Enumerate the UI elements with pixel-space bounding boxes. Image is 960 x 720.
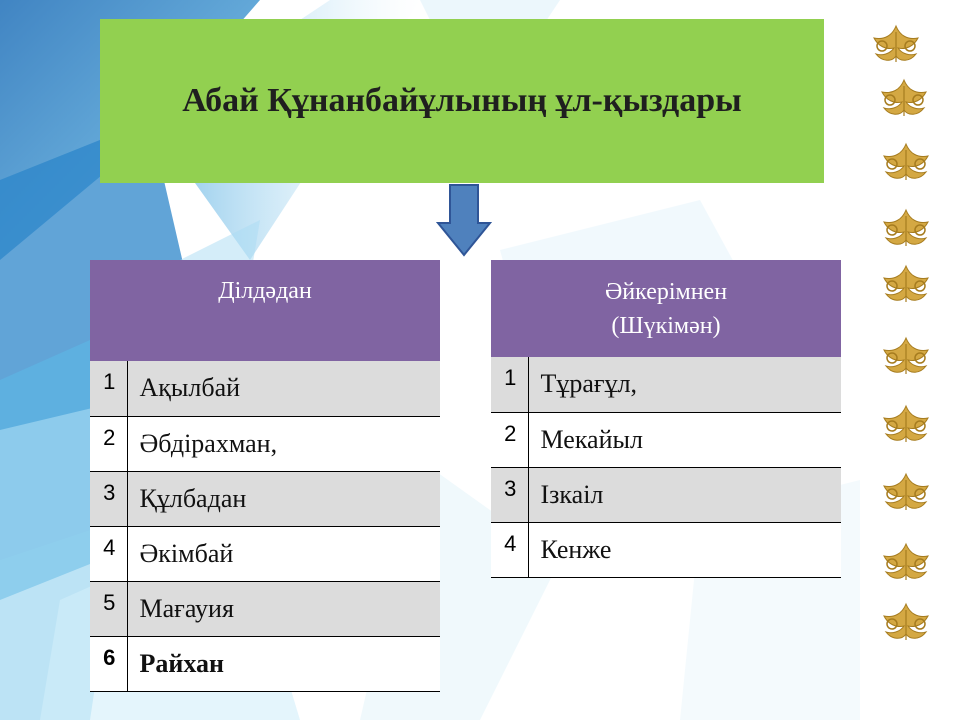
row-number: 1	[90, 361, 127, 416]
ornament-icon	[876, 540, 936, 584]
ornament-icon	[876, 470, 936, 514]
ornament-icon	[876, 262, 936, 306]
ornament-icon	[876, 402, 936, 446]
row-name: Құлбадан	[127, 471, 440, 526]
table-aikerimnen	[491, 260, 841, 578]
row-number: 4	[90, 526, 127, 581]
table-row	[491, 357, 841, 412]
table-row	[491, 412, 841, 467]
row-name: Мағауия	[127, 581, 440, 636]
title-banner	[100, 19, 824, 183]
row-number: 5	[90, 581, 127, 636]
table-header-line: Әйкерімнен	[604, 278, 728, 305]
table-header-row	[90, 260, 440, 361]
table-row	[90, 581, 440, 636]
row-name: Әкімбай	[127, 526, 440, 581]
table-row	[90, 361, 440, 416]
row-name: Райхан	[127, 636, 440, 691]
row-number: 1	[491, 357, 528, 412]
row-name: Мекайыл	[528, 412, 841, 467]
row-number: 3	[90, 471, 127, 526]
row-name: Ақылбай	[127, 361, 440, 416]
down-arrow-icon	[436, 183, 492, 257]
table-row	[90, 471, 440, 526]
ornament-icon	[876, 140, 936, 184]
ornament-icon	[874, 76, 934, 120]
table-dildadan	[90, 260, 440, 692]
row-name: Тұрағұл,	[528, 357, 841, 412]
row-number: 4	[491, 522, 528, 577]
ornament-icon	[876, 206, 936, 250]
table-row	[90, 526, 440, 581]
table-row	[90, 636, 440, 691]
row-number: 2	[90, 416, 127, 471]
table-header-line: (Шүкімән)	[611, 312, 721, 339]
row-number: 2	[491, 412, 528, 467]
ornament-icon	[876, 600, 936, 644]
ornament-icon	[876, 334, 936, 378]
slide-title: Абай Құнанбайұлының ұл-қыздары	[182, 82, 742, 119]
table-header	[491, 260, 841, 357]
ornament-icon	[866, 22, 926, 66]
table-row	[491, 467, 841, 522]
row-name: Кенже	[528, 522, 841, 577]
row-number: 3	[491, 467, 528, 522]
table-header-row	[491, 260, 841, 357]
row-name: Ізкаіл	[528, 467, 841, 522]
table-row	[491, 522, 841, 577]
table-row	[90, 416, 440, 471]
row-name: Әбдірахман,	[127, 416, 440, 471]
table-header: Ділдәдан	[90, 260, 440, 361]
row-number: 6	[90, 636, 127, 691]
